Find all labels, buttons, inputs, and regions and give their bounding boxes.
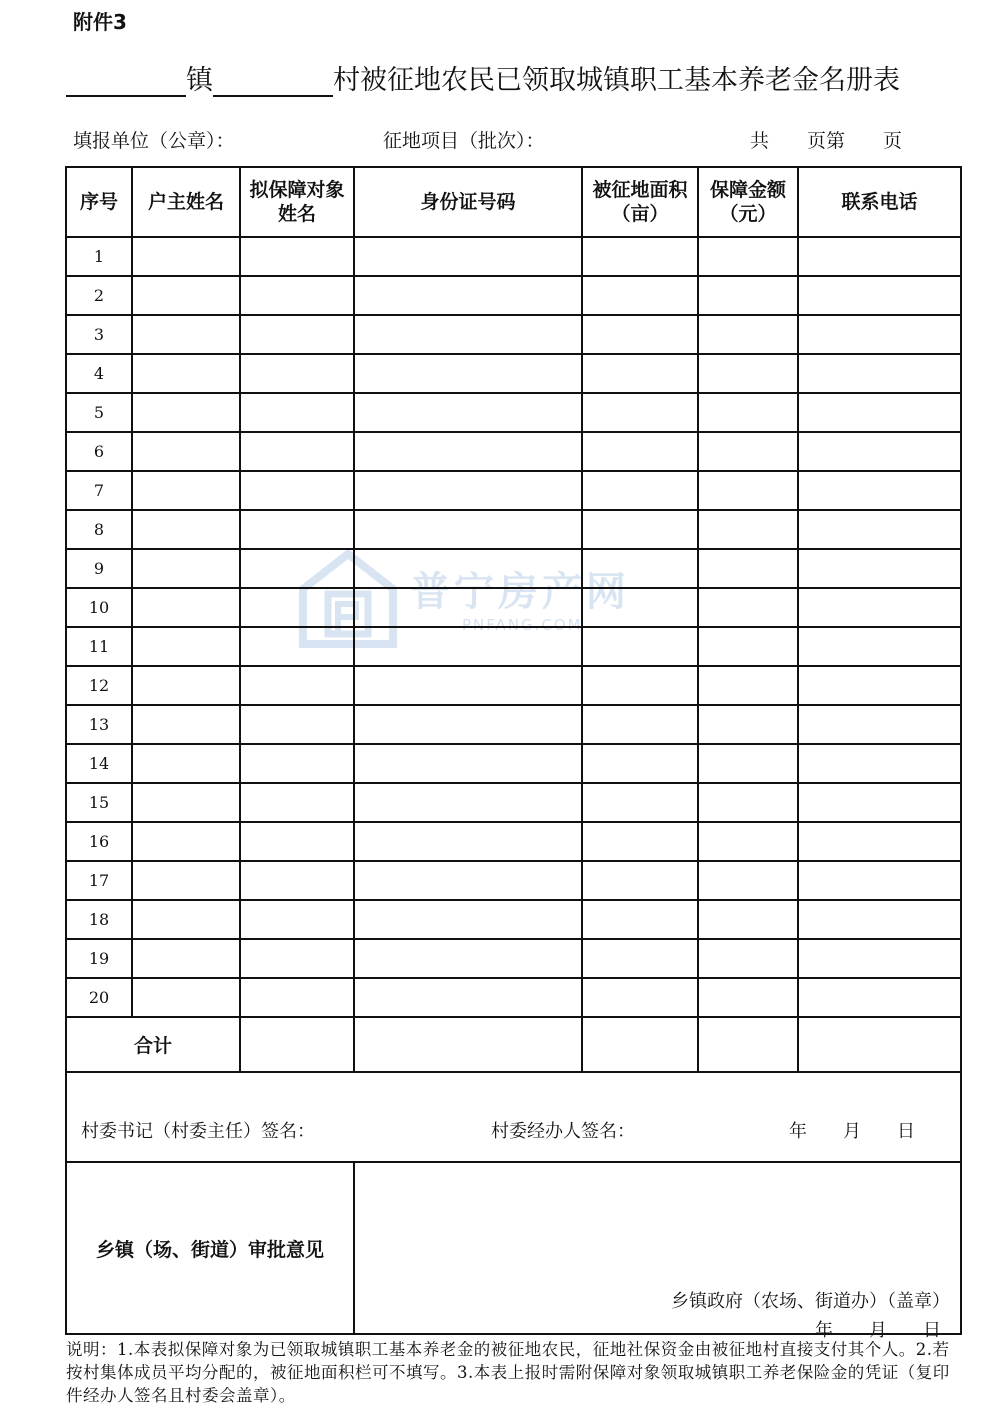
meta-pages: 共 页第 页 — [750, 130, 903, 152]
table-cell[interactable] — [132, 783, 240, 822]
table-row — [66, 588, 961, 627]
table-cell[interactable] — [354, 276, 582, 315]
header-row — [66, 167, 961, 237]
row-number: 17 — [66, 861, 132, 900]
roster-table — [65, 166, 962, 1335]
table-row — [66, 276, 961, 315]
table-cell[interactable] — [132, 432, 240, 471]
total-cell[interactable] — [354, 1017, 582, 1072]
table-cell[interactable] — [582, 978, 698, 1017]
row-number: 13 — [66, 705, 132, 744]
row-number: 3 — [66, 315, 132, 354]
watermark-domain: PNFANG.COM — [462, 616, 583, 634]
table-row — [66, 900, 961, 939]
table-cell[interactable] — [240, 315, 354, 354]
table-cell[interactable] — [582, 900, 698, 939]
table-cell[interactable] — [798, 666, 961, 705]
table-cell[interactable] — [132, 744, 240, 783]
row-number: 20 — [66, 978, 132, 1017]
header-cell: 保障金额（元） — [698, 167, 798, 237]
table-cell[interactable] — [240, 666, 354, 705]
signature-cell[interactable] — [66, 1072, 961, 1162]
table-cell[interactable] — [354, 939, 582, 978]
table-cell[interactable] — [582, 666, 698, 705]
table-cell[interactable] — [132, 978, 240, 1017]
table-cell[interactable] — [354, 783, 582, 822]
table-cell[interactable] — [698, 276, 798, 315]
table-cell[interactable] — [798, 939, 961, 978]
table-cell[interactable] — [132, 666, 240, 705]
table-cell[interactable] — [132, 900, 240, 939]
table-cell[interactable] — [798, 978, 961, 1017]
table-cell[interactable] — [354, 900, 582, 939]
table-cell[interactable] — [354, 432, 582, 471]
table-cell[interactable] — [798, 822, 961, 861]
table-row — [66, 549, 961, 588]
table-cell[interactable] — [240, 588, 354, 627]
approval-label: 乡镇（场、街道）审批意见 — [66, 1162, 354, 1334]
table-cell[interactable] — [132, 705, 240, 744]
table-cell[interactable] — [132, 510, 240, 549]
table-cell[interactable] — [698, 783, 798, 822]
table-cell[interactable] — [240, 510, 354, 549]
table-cell[interactable] — [240, 237, 354, 276]
table-cell[interactable] — [698, 744, 798, 783]
table-cell[interactable] — [698, 627, 798, 666]
header-cell: 联系电话 — [798, 167, 961, 237]
table-cell[interactable] — [132, 549, 240, 588]
header-cell: 拟保障对象姓名 — [240, 167, 354, 237]
table-cell[interactable] — [240, 471, 354, 510]
signature-date: 年 月 日 — [789, 1121, 915, 1142]
table-cell[interactable] — [698, 510, 798, 549]
table-cell[interactable] — [240, 549, 354, 588]
table-cell[interactable] — [132, 627, 240, 666]
table-cell[interactable] — [132, 822, 240, 861]
table-cell[interactable] — [132, 237, 240, 276]
table-cell[interactable] — [582, 939, 698, 978]
table-cell[interactable] — [698, 666, 798, 705]
approval-row — [66, 1162, 961, 1334]
title-town-suffix: 镇 — [186, 65, 213, 96]
table-cell[interactable] — [354, 315, 582, 354]
table-cell[interactable] — [798, 432, 961, 471]
table-row — [66, 666, 961, 705]
table-cell[interactable] — [354, 354, 582, 393]
table-row — [66, 315, 961, 354]
table-cell[interactable] — [354, 588, 582, 627]
table-cell[interactable] — [354, 549, 582, 588]
total-row — [66, 1017, 961, 1072]
table-row — [66, 978, 961, 1017]
row-number: 10 — [66, 588, 132, 627]
table-cell[interactable] — [582, 783, 698, 822]
table-cell[interactable] — [240, 744, 354, 783]
table-cell[interactable] — [240, 432, 354, 471]
table-cell[interactable] — [132, 861, 240, 900]
table-cell[interactable] — [240, 978, 354, 1017]
table-row — [66, 510, 961, 549]
government-seal-label: 乡镇政府（农场、街道办）（盖章） — [671, 1291, 950, 1312]
table-cell[interactable] — [354, 978, 582, 1017]
header-cell: 被征地面积（亩） — [582, 167, 698, 237]
table-cell[interactable] — [582, 510, 698, 549]
total-cell[interactable] — [582, 1017, 698, 1072]
table-cell[interactable] — [798, 744, 961, 783]
signature-row — [66, 1072, 961, 1162]
table-cell[interactable] — [582, 627, 698, 666]
table-row — [66, 432, 961, 471]
table-cell[interactable] — [240, 705, 354, 744]
village-blank — [213, 65, 333, 97]
table-cell[interactable] — [240, 393, 354, 432]
table-cell[interactable] — [698, 705, 798, 744]
table-cell[interactable] — [698, 900, 798, 939]
table-cell[interactable] — [582, 315, 698, 354]
table-row — [66, 627, 961, 666]
secretary-signature-label: 村委书记（村委主任）签名： — [81, 1121, 315, 1142]
table-cell[interactable] — [582, 276, 698, 315]
table-cell[interactable] — [798, 354, 961, 393]
table-cell[interactable] — [354, 510, 582, 549]
table-row — [66, 822, 961, 861]
table-row — [66, 783, 961, 822]
table-cell[interactable] — [582, 471, 698, 510]
table-cell[interactable] — [240, 822, 354, 861]
table-cell[interactable] — [354, 627, 582, 666]
table-cell[interactable] — [132, 393, 240, 432]
table-cell[interactable] — [798, 783, 961, 822]
table-cell[interactable] — [582, 588, 698, 627]
attachment-label: 附件3 — [73, 10, 127, 34]
table-cell[interactable] — [132, 315, 240, 354]
table-cell[interactable] — [354, 666, 582, 705]
table-cell[interactable] — [698, 354, 798, 393]
table-cell[interactable] — [240, 900, 354, 939]
header-cell: 序号 — [66, 167, 132, 237]
table-cell[interactable] — [798, 471, 961, 510]
table-cell[interactable] — [698, 315, 798, 354]
header-cell: 身份证号码 — [354, 167, 582, 237]
instructions-note: 说明：1.本表拟保障对象为已领取城镇职工基本养老金的被征地农民，征地社保资金由被征地村直接支付其个人。2.若按村集体成员平均分配的，被征地面积栏可不填写。3.本表上报时需附保障对象领取城镇职工养老保险金的凭证（复印件经办人签名且村委会盖章）。 — [66, 1340, 950, 1405]
row-number: 2 — [66, 276, 132, 315]
row-number: 1 — [66, 237, 132, 276]
table-cell[interactable] — [132, 276, 240, 315]
table-row — [66, 393, 961, 432]
row-number: 6 — [66, 432, 132, 471]
town-blank — [66, 65, 186, 97]
handler-signature-label: 村委经办人签名： — [491, 1121, 635, 1142]
title-rest: 村被征地农民已领取城镇职工基本养老金名册表 — [333, 65, 900, 96]
table-cell[interactable] — [798, 627, 961, 666]
table-cell[interactable] — [798, 393, 961, 432]
row-number: 15 — [66, 783, 132, 822]
row-number: 5 — [66, 393, 132, 432]
page-title — [66, 58, 966, 98]
table-cell[interactable] — [354, 744, 582, 783]
table-cell[interactable] — [132, 354, 240, 393]
table-cell[interactable] — [698, 471, 798, 510]
table-cell[interactable] — [240, 939, 354, 978]
row-number: 18 — [66, 900, 132, 939]
table-row — [66, 861, 961, 900]
table-cell[interactable] — [698, 432, 798, 471]
table-cell[interactable] — [698, 861, 798, 900]
total-cell[interactable] — [798, 1017, 961, 1072]
row-number: 12 — [66, 666, 132, 705]
table-cell[interactable] — [798, 315, 961, 354]
table-cell[interactable] — [698, 237, 798, 276]
approval-date: 年 月 日 — [815, 1320, 941, 1341]
table-cell[interactable] — [354, 393, 582, 432]
table-row — [66, 471, 961, 510]
table-cell[interactable] — [354, 822, 582, 861]
table-cell[interactable] — [354, 237, 582, 276]
total-cell[interactable] — [240, 1017, 354, 1072]
table-row — [66, 744, 961, 783]
table-cell[interactable] — [582, 354, 698, 393]
table-cell[interactable] — [582, 861, 698, 900]
header-cell: 户主姓名 — [132, 167, 240, 237]
row-number: 9 — [66, 549, 132, 588]
table-cell[interactable] — [798, 510, 961, 549]
table-row — [66, 705, 961, 744]
total-cell[interactable] — [698, 1017, 798, 1072]
table-cell[interactable] — [240, 276, 354, 315]
table-cell[interactable] — [132, 939, 240, 978]
table-cell[interactable] — [582, 432, 698, 471]
watermark-brand: 普宁房产网 — [410, 569, 630, 615]
table-cell[interactable] — [582, 393, 698, 432]
table-cell[interactable] — [798, 900, 961, 939]
table-cell[interactable] — [798, 588, 961, 627]
table-row — [66, 354, 961, 393]
table-cell[interactable] — [698, 822, 798, 861]
row-number: 7 — [66, 471, 132, 510]
meta-unit: 填报单位（公章）： — [73, 130, 235, 152]
table-cell[interactable] — [698, 549, 798, 588]
table-cell[interactable] — [240, 861, 354, 900]
table-cell[interactable] — [240, 627, 354, 666]
table-cell[interactable] — [698, 978, 798, 1017]
table-cell[interactable] — [698, 393, 798, 432]
total-label: 合计 — [66, 1017, 240, 1072]
row-number: 4 — [66, 354, 132, 393]
table-row — [66, 237, 961, 276]
approval-opinion-cell[interactable] — [354, 1162, 961, 1334]
table-cell[interactable] — [354, 705, 582, 744]
table-row — [66, 939, 961, 978]
table-cell[interactable] — [798, 237, 961, 276]
table-cell[interactable] — [798, 549, 961, 588]
table-cell[interactable] — [582, 549, 698, 588]
table-cell[interactable] — [582, 237, 698, 276]
table-cell[interactable] — [798, 705, 961, 744]
table-cell[interactable] — [240, 354, 354, 393]
table-cell[interactable] — [354, 471, 582, 510]
table-cell[interactable] — [582, 822, 698, 861]
row-number: 19 — [66, 939, 132, 978]
meta-project: 征地项目（批次）： — [383, 130, 545, 152]
row-number: 14 — [66, 744, 132, 783]
row-number: 8 — [66, 510, 132, 549]
table-cell[interactable] — [798, 861, 961, 900]
row-number: 16 — [66, 822, 132, 861]
row-number: 11 — [66, 627, 132, 666]
table-cell[interactable] — [698, 588, 798, 627]
table-cell[interactable] — [132, 471, 240, 510]
table-cell[interactable] — [798, 276, 961, 315]
table-cell[interactable] — [132, 588, 240, 627]
table-cell[interactable] — [354, 861, 582, 900]
table-cell[interactable] — [240, 783, 354, 822]
table-cell[interactable] — [698, 939, 798, 978]
table-cell[interactable] — [582, 744, 698, 783]
table-cell[interactable] — [582, 705, 698, 744]
